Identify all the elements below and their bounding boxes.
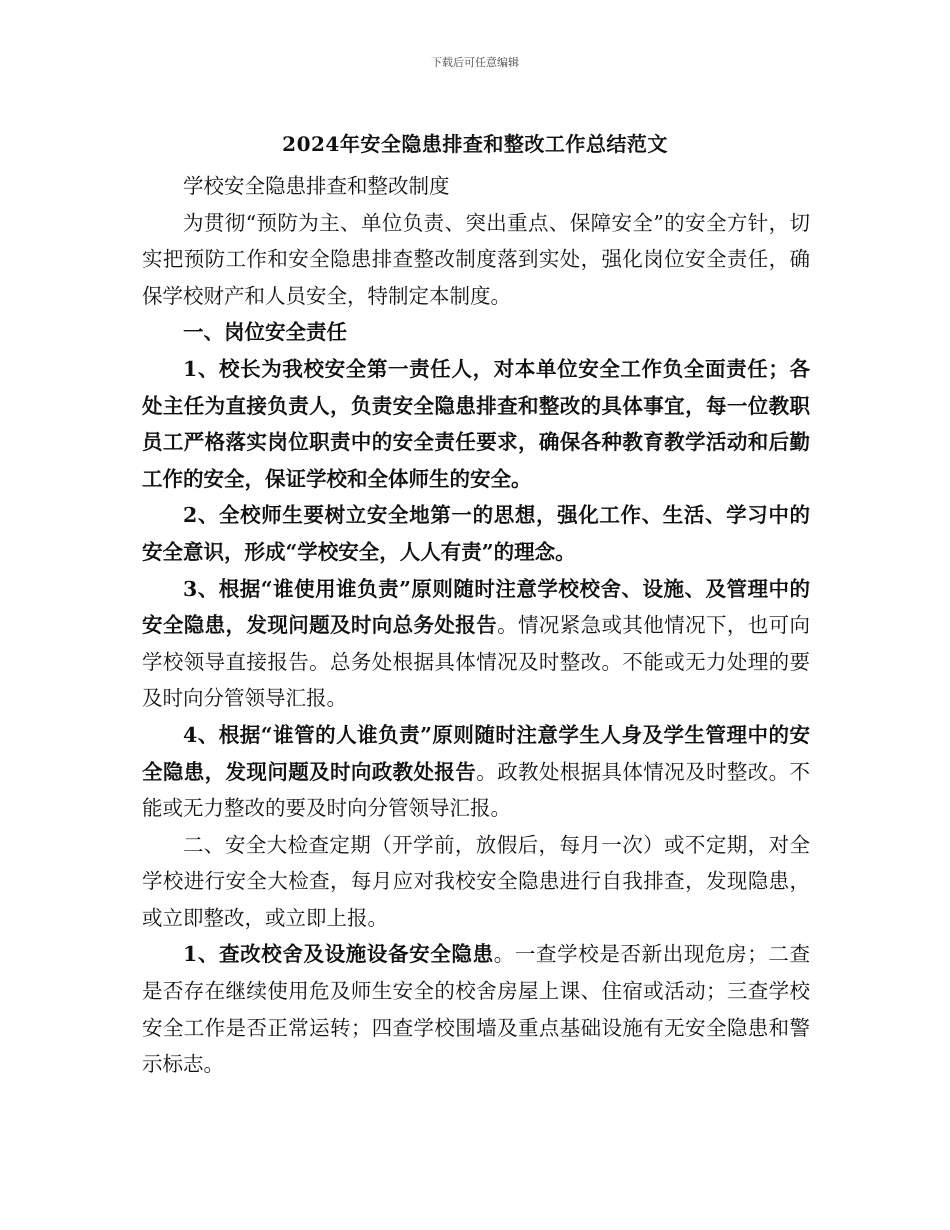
paragraph-item-2: 2、全校师生要树立安全地第一的思想，强化工作、生活、学习中的安全意识，形成“学校安全，人人有责”的理念。 — [142, 503, 810, 564]
section-heading-1: 一、岗位安全责任 — [183, 320, 347, 345]
paragraph-item-3: 3、根据“谁使用谁负责”原则随时注意学校校舍、设施、及管理中的安全隐患，发现问题及时向总务处报告。情况紧急或其他情况下，也可向学校领导直接报告。总务处根据具体情况及时整改。不能或无力处理的要及时向分管领导汇报。 — [142, 576, 811, 711]
document-body — [142, 168, 810, 1083]
paragraph-subtitle: 学校安全隐患排查和整改制度 — [183, 174, 450, 198]
paragraph-check-1: 1、查改校舍及设施设备安全隐患。一查学校是否新出现危房；二查是否存在继续使用危及师生安全的校舍房屋上课、住宿或活动；三查学校安全工作是否正常运转；四查学校围墙及重点基础设施有无安全隐患和警示标志。 — [142, 942, 811, 1077]
paragraph-item-4: 4、根据“谁管的人谁负责”原则随时注意学生人身及学生管理中的安全隐患，发现问题及时向政教处报告。政教处根据具体情况及时整改。不能或无力整改的要及时向分管领导汇报。 — [142, 722, 811, 821]
paragraph-intro: 为贯彻“预防为主、单位负责、突出重点、保障安全”的安全方针，切实把预防工作和安全隐患排查整改制度落到实处，强化岗位安全责任，确保学校财产和人员安全，特制定本制度。 — [142, 210, 810, 308]
page-header: 下载后可任意编辑 — [431, 56, 519, 69]
paragraph-item-1: 1、校长为我校安全第一责任人，对本单位安全工作负全面责任；各处主任为直接负责人，负责安全隐患排查和整改的具体事宜，每一位教职员工严格落实岗位职责中的安全责任要求，确保各种教育教学活动和后勤工作的安全，保证学校和全体师生的安全。 — [142, 356, 810, 491]
document-title: 2024年安全隐患排查和整改工作总结范文 — [282, 132, 668, 156]
section-2-paragraph: 二、安全大检查定期（开学前，放假后，每月一次）或不定期，对全学校进行安全大检查，每月应对我校安全隐患进行自我排查，发现隐患，或立即整改，或立即上报。 — [142, 832, 810, 930]
